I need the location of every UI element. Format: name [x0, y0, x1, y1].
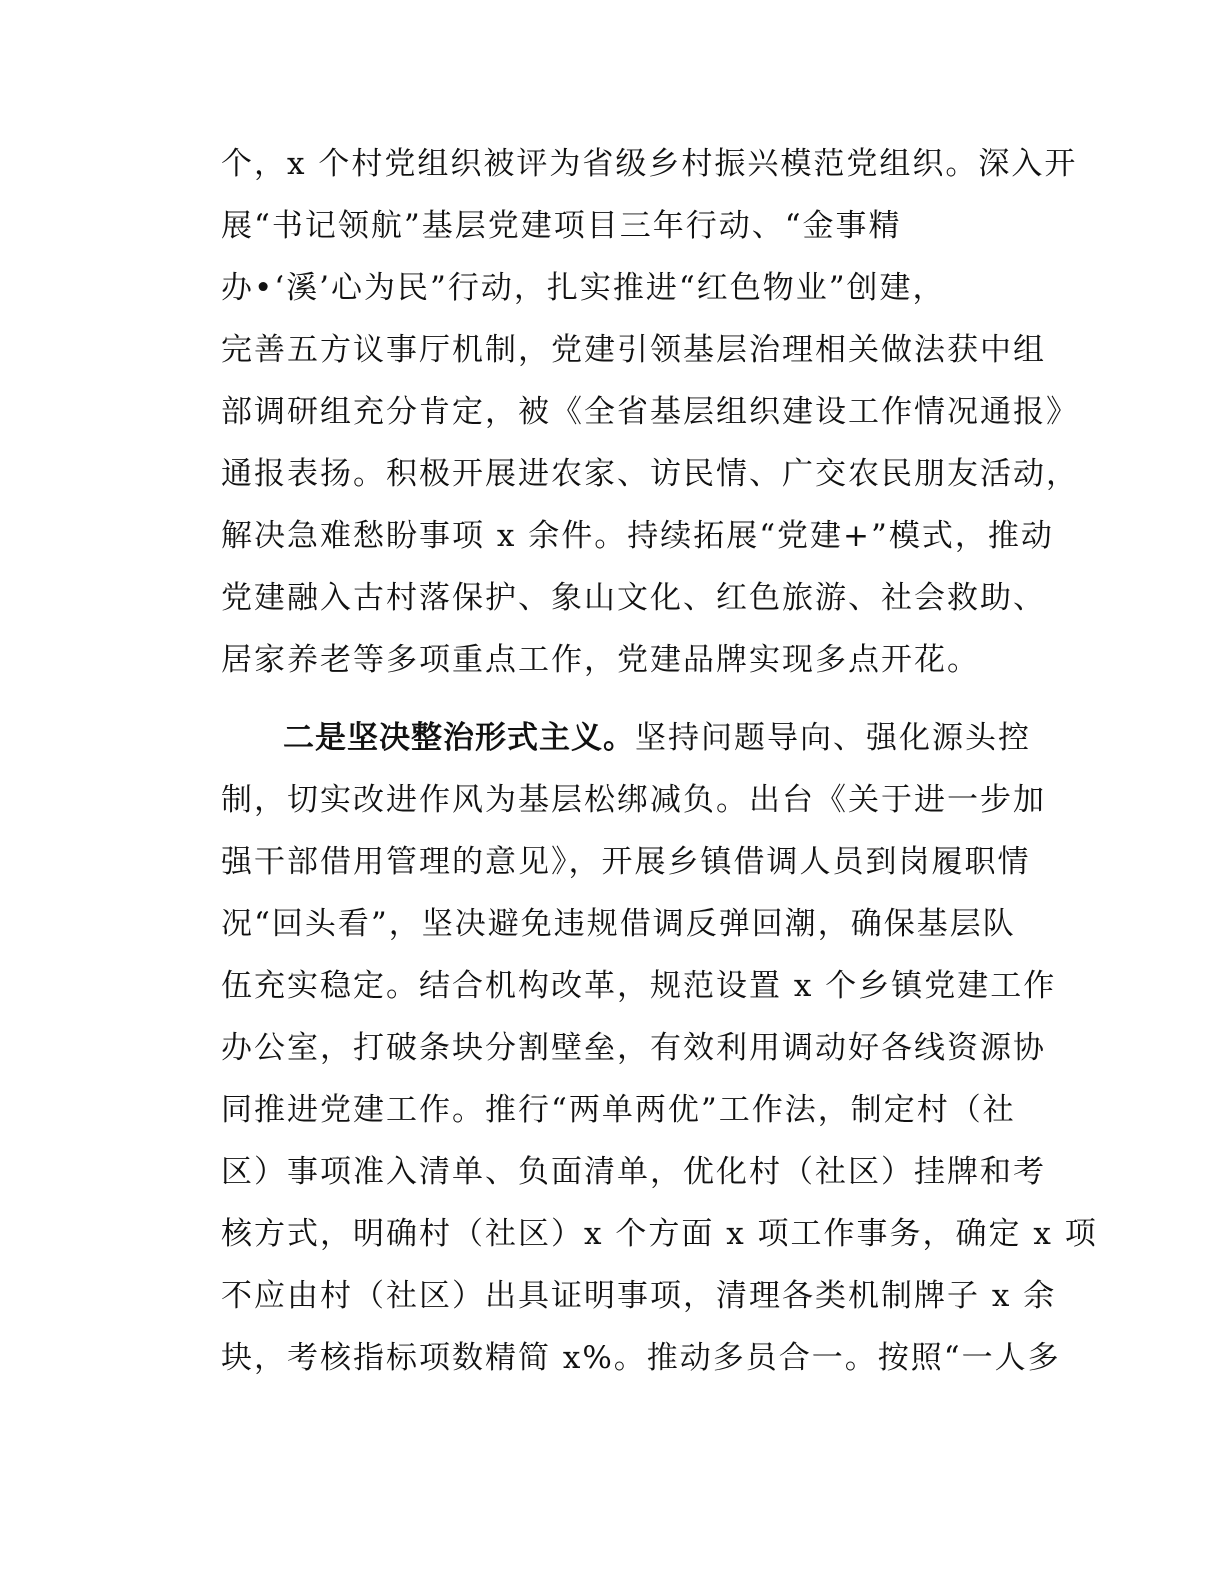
paragraph-1-line: 居家养老等多项重点工作，党建品牌实现多点开花。	[221, 642, 980, 678]
paragraph-1-line: 党建融入古村落保护、象山文化、红色旅游、社会救助、	[221, 580, 1046, 616]
paragraph-1-line: 解决急难愁盼事项 x 余件。持续拓展“党建+”模式，推动	[221, 518, 1054, 554]
paragraph-2-line: 块，考核指标项数精简 x%。推动多员合一。按照“一人多	[221, 1340, 1061, 1376]
paragraph-1-line: 办•‘溪’心为民”行动，扎实推进“红色物业”创建，	[221, 270, 946, 306]
paragraph-2-line: 同推进党建工作。推行“两单两优”工作法，制定村（社	[221, 1092, 1016, 1128]
paragraph-2-line: 强干部借用管理的意见》，开展乡镇借调人员到岗履职情	[221, 844, 1031, 880]
paragraph-1-line: 完善五方议事厅机制，党建引领基层治理相关做法获中组	[221, 332, 1046, 368]
paragraph-2-line: 核方式，明确村（社区）x 个方面 x 项工作事务，确定 x 项	[221, 1216, 1098, 1252]
paragraph-2-line: 办公室，打破条块分割壁垒，有效利用调动好各线资源协	[221, 1030, 1046, 1066]
paragraph-2-line: 区）事项准入清单、负面清单，优化村（社区）挂牌和考	[221, 1154, 1046, 1190]
paragraph-1-line: 个，x 个村党组织被评为省级乡村振兴模范党组织。深入开	[221, 146, 1078, 182]
paragraph-2-first-line	[283, 716, 1043, 760]
paragraph-2-line: 不应由村（社区）出具证明事项，清理各类机制牌子 x 余	[221, 1278, 1057, 1314]
paragraph-2-line: 况“回头看”，坚决避免违规借调反弹回潮，确保基层队	[221, 906, 1016, 942]
paragraph-2-first-line-text: 坚持问题导向、强化源头控	[635, 720, 1031, 756]
paragraph-1-line: 部调研组充分肯定，被《全省基层组织建设工作情况通报》	[221, 394, 1079, 430]
paragraph-1-line: 通报表扬。积极开展进农家、访民情、广交农民朋友活动，	[221, 456, 1079, 492]
paragraph-1-line: 展“书记领航”基层党建项目三年行动、“金事精	[221, 208, 902, 244]
paragraph-2-line: 制，切实改进作风为基层松绑减负。出台《关于进一步加	[221, 782, 1046, 818]
paragraph-2-heading: 二是坚决整治形式主义。	[283, 720, 635, 756]
paragraph-2-line: 伍充实稳定。结合机构改革，规范设置 x 个乡镇党建工作	[221, 968, 1057, 1004]
